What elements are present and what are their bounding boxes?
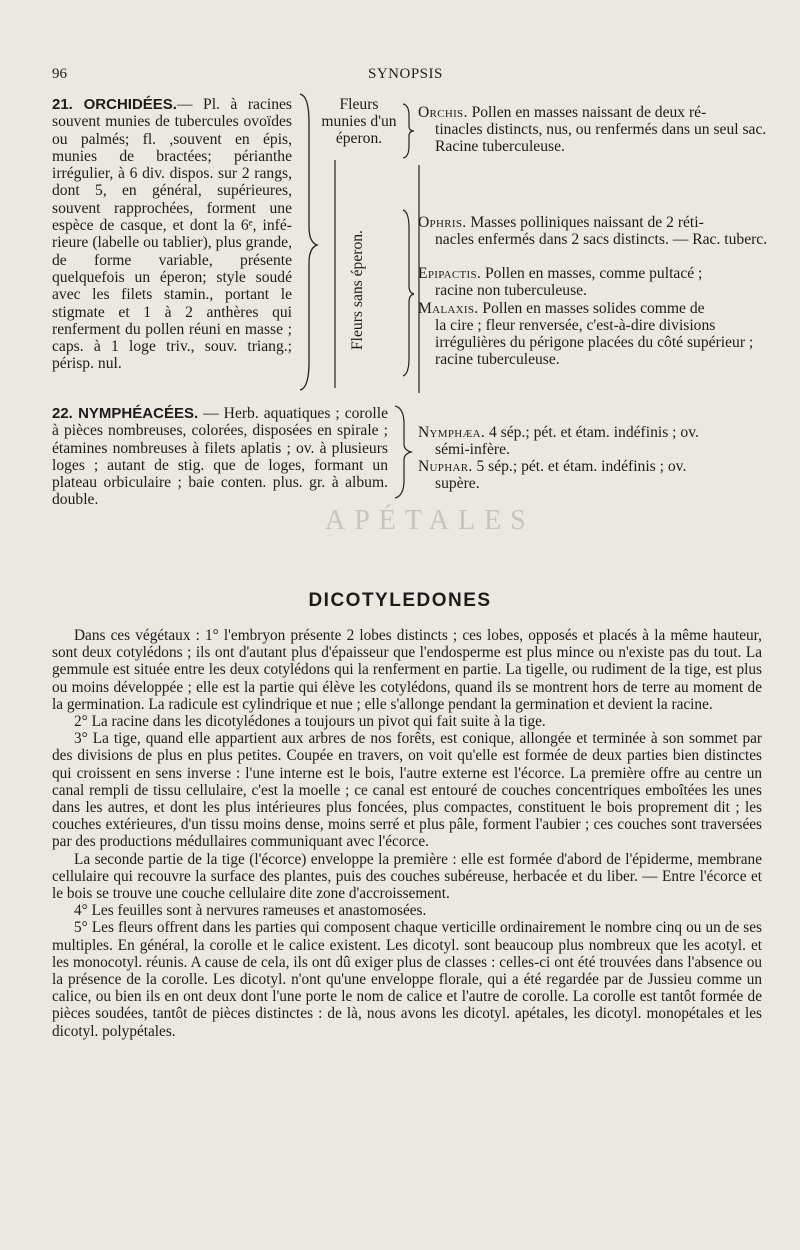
genus-malaxis	[418, 300, 778, 368]
genus-name-epipactis: Epipactis.	[418, 265, 482, 282]
genus-name-nymphaea: Nymphæa.	[418, 424, 486, 441]
genus-desc-nuphar-1: 5 sép.; pét. et étam. indéfinis ; ov.	[476, 458, 687, 475]
label-with-spur: Fleurs munies d'un éperon.	[321, 96, 397, 147]
genus-desc-epipactis-1: Pollen en masses, comme pultacé ;	[485, 265, 703, 282]
genus-desc-nuphar-2: supère.	[435, 475, 480, 492]
genus-desc-ophris-2: nacles enfermés dans 2 sacs distincts. — Rac. tuberc.	[435, 231, 768, 248]
genus-ophris	[418, 214, 778, 248]
genus-nuphar	[418, 458, 778, 492]
genus-desc-nymphaea-2: sémi-infère.	[435, 441, 510, 458]
family-description-nympheacees: — Herb. aquatiques ; corolle à pièces nombreuses, colorées, disposées en spirale ; étamines nombreuses à filets aplatis ; ov. à plusieurs loges ; autant de stig. que de loges, formant un plateau orbiculaire ; baie conten. plus. gr. à album. double.	[52, 405, 388, 509]
body-paragraph: 3° La tige, quand elle appartient aux arbres de nos forêts, est conique, allongée et terminée à son sommet par des divisions de plus en plus petites. Coupée en travers, on voit qu'elle est formée de deux parties bien distinctes qui croissent en sens inverse : l'une interne est le bois, l'autre externe est l'écorce. La première offre au centre un canal rempli de tissu cellulaire, c'est la moelle ; ce canal est entouré de couches concentriques emboîtées les unes dans les autres, et dont les plus intérieures plus foncées, plus compactes, constituent le bois proprement dit ; les couches extérieures, d'un tissu moins dense, moins serré et plus pâle, forment l'aubier ; ces couches sont traversées par des productions médullaires communiquant avec l'écorce.	[52, 730, 762, 851]
family-entry-orchidees	[52, 96, 292, 373]
section-body	[52, 627, 762, 1040]
brace-orchis	[400, 102, 416, 160]
brace-sans-eperon	[400, 208, 416, 378]
section-title: DICOTYLEDONES	[308, 590, 492, 611]
genus-desc-orchis-2: tinacles distincts, nus, ou renfermés dans un seul sac. Racine tuberculeuse.	[435, 121, 767, 155]
genus-name-nuphar: Nuphar.	[418, 458, 473, 475]
family-title-orchidees: 21. ORCHIDÉES.	[52, 96, 177, 113]
family-brace-nympheacees	[392, 404, 414, 500]
group-bar-left	[330, 160, 340, 390]
family-title-nympheacees: 22. NYMPHÉACÉES.	[52, 405, 199, 422]
genus-desc-ophris-1: Masses polliniques naissant de 2 réti-	[470, 214, 704, 231]
genus-desc-malaxis-1: Pollen en masses solides comme de	[482, 300, 705, 317]
body-paragraph: La seconde partie de la tige (l'écorce) enveloppe la première : elle est formée d'abord de l'épiderme, membrane cellulaire qui recouvre la surface des plantes, puis des couches subéreuse, herbacée et du liber. — Entre l'écorce et le bois se trouve une couche cellulaire dite zone d'accroissement.	[52, 850, 762, 903]
label-without-spur: Fleurs sans éperon.	[349, 230, 366, 350]
family-brace-orchidees	[296, 92, 320, 392]
genus-desc-epipactis-2: racine non tuberculeuse.	[435, 282, 587, 299]
page-number: 96	[52, 66, 67, 82]
body-paragraph: Dans ces végétaux : 1° l'embryon présente 2 lobes distincts ; ces lobes, opposés et placés à la même hauteur, sont deux cotylédons ; ils ont d'autant plus d'épaisseur que l'endosperme est plus mince ou n'existe pas du tout. La gemmule est située entre les deux cotylédons qui la renferment en partie. La tigelle, ou rudiment de la tige, est plus ou moins développée ; elle est la partie qui élève les cotylédons, quand ils se montrent hors de terre au moment de la germination. La radicule est cylindrique et nue ; elle s'allonge pendant la germination et devient la racine.	[52, 627, 762, 713]
page-header	[0, 66, 800, 86]
body-paragraph: 5° Les fleurs offrent dans les parties qui composent chaque verticille ordinairement le nombre cinq ou un de ses multiples. En général, la corolle et le calice existent. Les dicotyl. sont beaucoup plus nombreux que les acotyl. et les monocotyl. réunis. A cause de cela, ils ont dû exiger plus de classes : celles-ci ont été trouvées dans l'absence ou la présence de la corolle. Les dicotyl. n'ont qu'une enveloppe florale, qui a été regardée par de Jussieu comme un calice, ou bien ils en ont deux dont l'une porte le nom de calice et l'autre de corolle. La corolle est tantôt formée de pièces soudées, tantôt de pièces distinctes : de là, nous avons les dicotyl. apétales, les dicotyl. monopétales et les dicotyl. polypétales.	[52, 919, 762, 1040]
body-paragraph: 2° La racine dans les dicotylédones a toujours un pivot qui fait suite à la tige.	[74, 713, 546, 731]
running-title: SYNOPSIS	[368, 66, 443, 82]
genus-name-ophris: Ophris.	[418, 214, 467, 231]
genus-desc-nymphaea-1: 4 sép.; pét. et étam. indéfinis ; ov.	[488, 424, 699, 441]
show-through-text: APÉTALES	[325, 505, 535, 536]
body-paragraph: 4° Les feuilles sont à nervures rameuses et anastomosées.	[74, 902, 427, 920]
family-description-orchidees: — Pl. à racines souvent munies de tubercules ovoïdes ou palmés; fl. ,souvent en épis, munies de bractées; périanthe irrégulier, à 6 div. dispos. sur 2 rangs, dont 5, en général, supérieures, souvent rapprochées, forment une espèce de casque, et dont la 6ᵉ, inférieure (labelle ou tablier), plus grande, de forme variable, présente quelquefois un éperon; style soudé avec les filets stamin., portant le stigmate et 1 à 2 anthères qui renferment du pollen réuni en masse ; caps. à 1 loge triv., souv. triang.; périsp. nul.	[52, 96, 292, 373]
genus-nymphaea	[418, 424, 778, 458]
genus-desc-malaxis-2: la cire ; fleur renversée, c'est-à-dire divisions irrégulières du périgone placées du côté supérieur ; racine tuberculeuse.	[435, 317, 754, 368]
genus-name-malaxis: Malaxis.	[418, 300, 479, 317]
genus-orchis	[418, 104, 778, 155]
genus-desc-orchis-1: Pollen en masses naissant de deux ré-	[471, 104, 707, 121]
genus-name-orchis: Orchis.	[418, 104, 468, 121]
label-without-spur-wrap	[349, 200, 369, 350]
genus-epipactis	[418, 265, 778, 299]
family-entry-nympheacees	[52, 405, 388, 509]
